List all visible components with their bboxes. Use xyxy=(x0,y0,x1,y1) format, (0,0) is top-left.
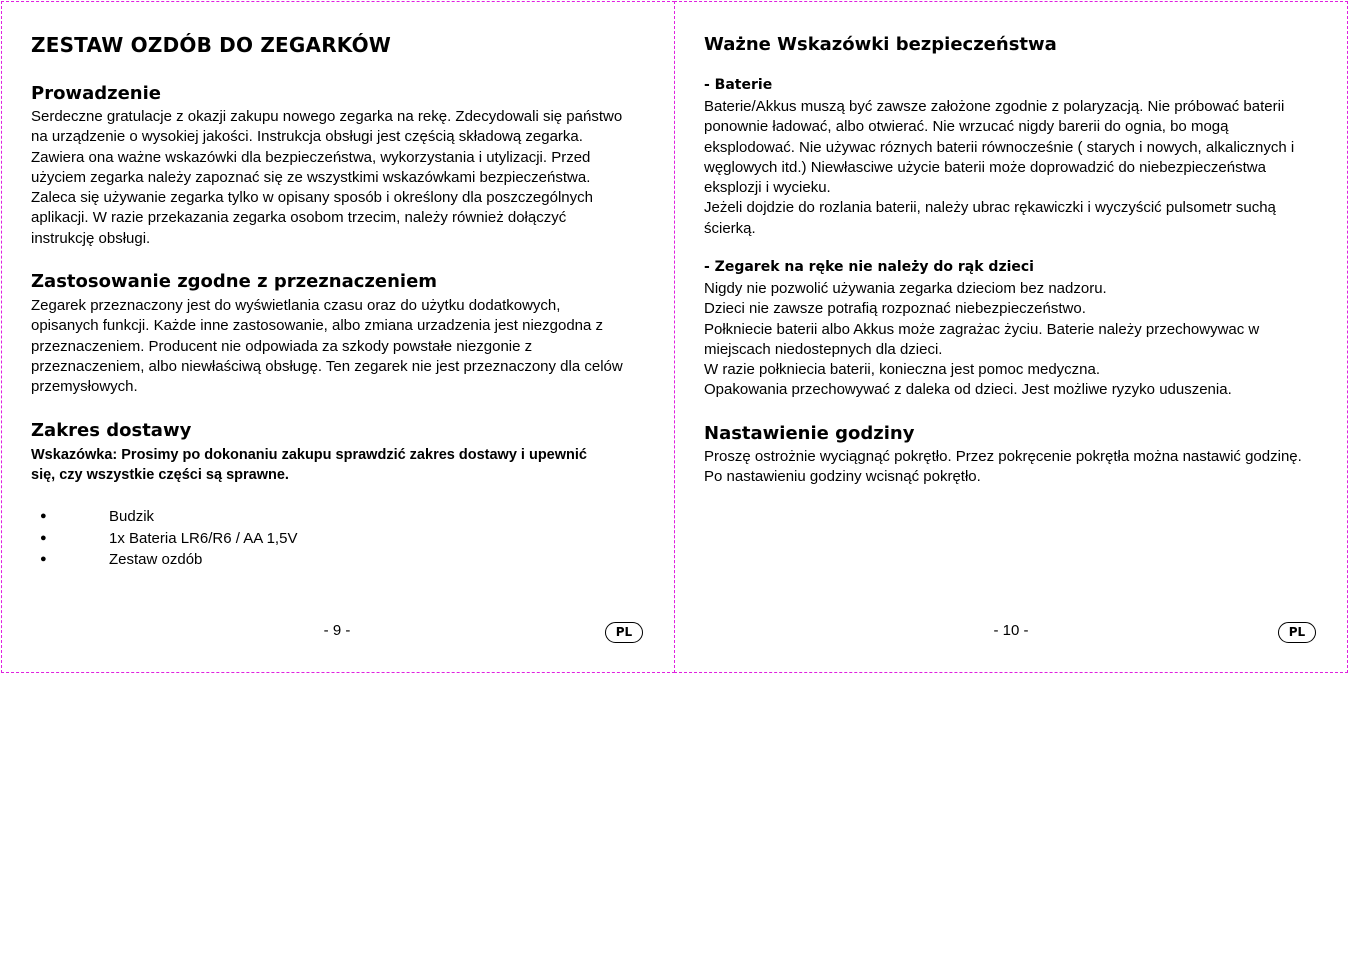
time-setting-paragraph xyxy=(704,447,1321,488)
time-setting-line: Po nastawieniu godziny wcisnąć pokrętło. xyxy=(704,468,981,486)
list-item-label: Budzik xyxy=(109,508,155,525)
document-title: ZESTAW OZDÓB DO ZEGARKÓW xyxy=(31,33,392,57)
batteries-heading: - Baterie xyxy=(704,77,773,93)
usage-heading: Zastosowanie zgodne z przeznaczeniem xyxy=(31,271,438,292)
batteries-line: Jeżeli dojdzie do rozlania baterii, należy ubrac rękawiczki i wyczyścić pulsometr suchą xyxy=(704,199,1276,217)
usage-line: przeznaczeniem. Producent nie odpowiada za szkody powstałe niezgonie z xyxy=(31,337,533,355)
bullet-icon: ● xyxy=(40,553,47,565)
usage-paragraph xyxy=(31,296,644,397)
batteries-line: ścierką. xyxy=(704,219,756,237)
intro-line: Zawiera ona ważne wskazówki dla bezpieczeństwa, wykorzystania i utylizacji. Przed xyxy=(31,148,591,166)
intro-line: instrukcję obsługi. xyxy=(31,229,151,247)
children-line: Opakowania przechowywać z daleka od dzieci. Jest możliwe ryzyko uduszenia. xyxy=(704,381,1232,399)
safety-title: Ważne Wskazówki bezpieczeństwa xyxy=(704,34,1057,55)
page-number: - 9 - xyxy=(323,622,351,639)
intro-line: Serdeczne gratulacje z okazji zakupu nowego zegarka na rekę. Zdecydowali się państwo xyxy=(31,108,623,125)
intro-paragraph xyxy=(31,107,644,249)
right-page xyxy=(674,1,1348,673)
usage-line: przeznaczeniem, albo niewłaściwą obsługę. Ten zegarek nie jest przeznaczony dla celów xyxy=(31,357,623,375)
intro-line: użyciem zegarka należy zapoznać się ze wszystkimi wskazówkami bezpieczeństwa. xyxy=(31,168,591,186)
delivery-note-line: Wskazówka: Prosimy po dokonaniu zakupu sprawdzić zakres dostawy i upewnić xyxy=(31,447,587,463)
batteries-line: Baterie/Akkus muszą być zawsze założone zgodnie z polaryzacją. Nie próbować baterii xyxy=(704,98,1285,115)
children-line: W razie połkniecia baterii, konieczna jest pomoc medyczna. xyxy=(704,361,1101,379)
list-item-label: 1x Bateria LR6/R6 / AA 1,5V xyxy=(109,529,298,547)
language-badge: PL xyxy=(605,622,643,643)
intro-line: Zaleca się używanie zegarka tylko w opisany sposób i określony dla poszczególnych xyxy=(31,189,593,207)
batteries-line: eksplozji i wycieku. xyxy=(704,179,831,197)
batteries-paragraph xyxy=(704,97,1321,239)
usage-line: przemysłowych. xyxy=(31,378,138,396)
usage-line: Zegarek przeznaczony jest do wyświetlania czasu oraz do użytku dodatkowych, xyxy=(31,297,561,314)
left-page xyxy=(1,1,675,673)
children-line: miejscach niedostepnych dla dzieci. xyxy=(704,340,943,358)
bullet-icon: ● xyxy=(40,531,47,544)
bullet-icon: ● xyxy=(40,510,47,522)
intro-line: aplikacji. W razie przekazania zegarka osobom trzecim, należy również dołączyć xyxy=(31,209,567,227)
time-setting-line: Proszę ostrożnie wyciągnąć pokrętło. Przez pokręcenie pokrętła można nastawić godzinę. xyxy=(704,448,1302,465)
intro-heading: Prowadzenie xyxy=(31,83,161,104)
time-setting-heading: Nastawienie godziny xyxy=(704,423,915,444)
page-number: - 10 - xyxy=(993,622,1029,639)
batteries-line: węglowych itd.) Niewłasciwe użycie baterii może doprowadzić do niebezpieczeństwa xyxy=(704,158,1266,176)
children-line: Nigdy nie pozwolić używania zegarka dzieciom bez nadzoru. xyxy=(704,280,1107,297)
intro-line: na urządzenie o wysokiej jakości. Instrukcja obsługi jest częścią składową zegarka. xyxy=(31,128,583,146)
children-line: Dzieci nie zawsze potrafią rozpoznać niebezpieczeństwo. xyxy=(704,300,1086,318)
batteries-line: ponownie ładować, albo otwierać. Nie wrzucać nigdy barerii do ognia, bo mogą xyxy=(704,118,1229,136)
children-line: Połkniecie baterii albo Akkus może zagrażac życiu. Baterie należy przechowywac w xyxy=(704,320,1260,338)
usage-line: opisanych funkcji. Każde inne zastosowanie, albo zmiana urzadzenia jest niezgodna z xyxy=(31,317,604,335)
language-badge: PL xyxy=(1278,622,1316,643)
list-item-label: Zestaw ozdób xyxy=(109,551,203,568)
children-paragraph xyxy=(704,279,1321,401)
children-heading: - Zegarek na ręke nie należy do rąk dzieci xyxy=(704,259,1034,275)
delivery-heading: Zakres dostawy xyxy=(31,420,192,441)
delivery-note-line: się, czy wszystkie części są sprawne. xyxy=(31,467,289,484)
batteries-line: eksplodować. Nie używac róznych baterii równocześnie ( starych i nowych, alkalicznych i xyxy=(704,138,1295,156)
delivery-note xyxy=(31,445,644,486)
